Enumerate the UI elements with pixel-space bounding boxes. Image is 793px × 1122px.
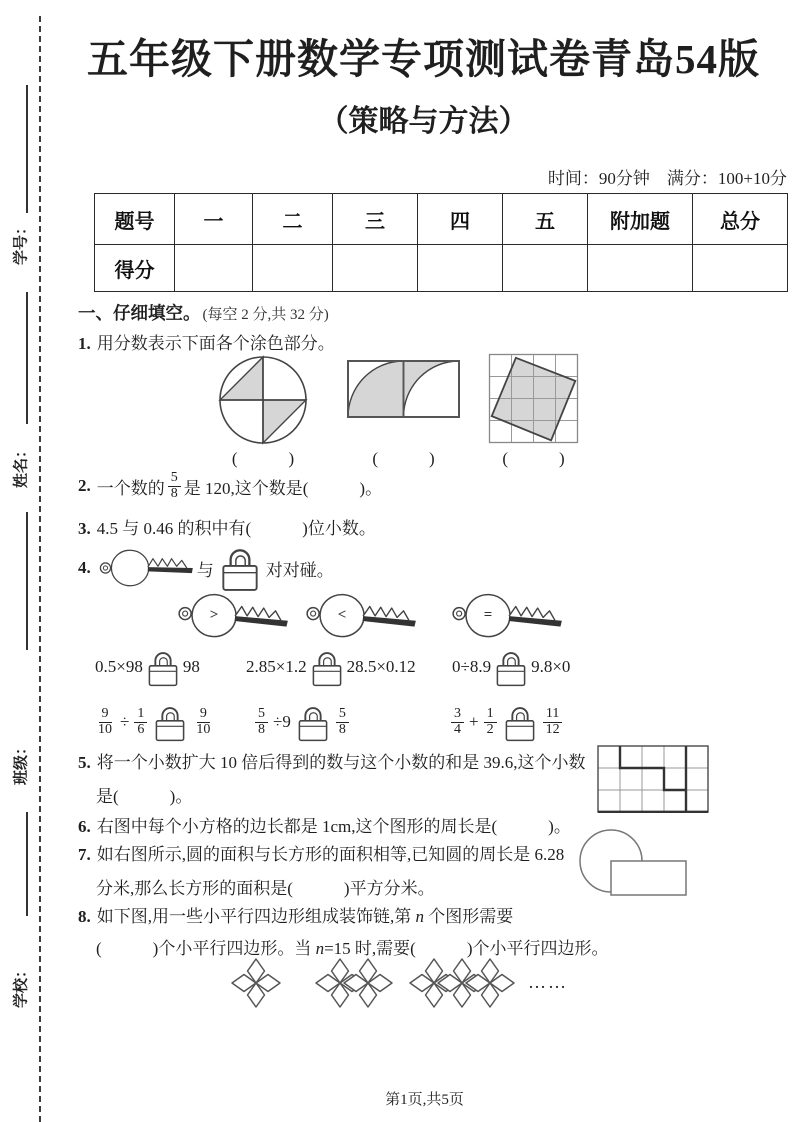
fraction: $\frac{1}{2}$ [484,707,497,737]
circle-fraction-figure [217,354,309,446]
sidebar-label-school: 学校： [13,963,30,1009]
variable-n: n [315,939,325,958]
binding-dashed-line [39,16,41,1122]
school-fill-line [26,812,28,916]
score-table [94,193,788,292]
comparison-item: $\frac{5}{8}$ ÷9 $\frac{5}{8}$ [252,692,352,752]
name-fill-line [26,292,28,424]
score-table-header: 三 [333,194,418,245]
lock-icon [218,543,262,593]
question-3-text: 4.5 与 0.46 的积中有( )位小数。 [96,519,376,538]
question-7-number: 7. [78,845,91,864]
question-6 [78,812,571,837]
question-2-number: 2. [78,476,91,495]
question-8-line2: ( )个小平行四边形。当 n=15 时,需要( )个小平行四边形。 [96,939,609,958]
score-cell [503,245,588,292]
fraction: $\frac{1}{6}$ [134,707,147,737]
key-symbol: > [209,607,219,623]
rectangle-arcs-figure [347,360,460,418]
key-greater-icon [175,590,293,644]
score-cell [693,245,788,292]
score-cell [588,245,693,292]
page-title: 五年级下册数学专项测试卷青岛54版 [87,36,760,82]
flower-chain-figure-2 [312,955,396,1011]
score-cell [333,245,418,292]
student-id-fill-line [26,85,28,213]
lock-icon [296,702,330,743]
question-1-blank: ( ) [502,449,565,468]
score-row-label: 得分 [95,245,175,292]
section-1-heading [78,300,329,325]
question-3-number: 3. [78,519,91,538]
question-5-line1: 将一个小数扩大 10 倍后得到的数与这个小数的和是 39.6,这个小数 [96,753,586,772]
lock-icon [494,647,528,688]
question-5-line2: 是( )。 [96,787,193,806]
exam-info: 时间：90分钟 满分：100+10分 [547,169,787,188]
score-cell [418,245,503,292]
question-2 [78,466,382,506]
ellipsis: …… [528,972,568,992]
question-4 [78,542,334,594]
key-symbol: < [337,607,347,623]
question-1-text: 用分数表示下面各个涂色部分。 [96,334,335,353]
comparison-item: 2.85×1.2 28.5×0.12 [246,642,416,692]
score-table-header: 五 [503,194,588,245]
question-1-number: 1. [78,334,91,353]
question-5-number: 5. [78,753,91,772]
question-1-blank: ( ) [231,449,295,468]
score-table-header: 题号 [95,194,175,245]
question-5 [78,748,586,773]
score-cell [175,245,253,292]
lock-icon [310,647,344,688]
key-less-icon [303,590,421,644]
page-footer: 第1页,共5页 [385,1092,464,1108]
question-2-text-post: 是 120,这个数是( )。 [183,478,383,498]
sidebar-label-student-id: 学号： [13,220,30,266]
question-3 [78,514,376,539]
score-table-header: 附加题 [588,194,693,245]
fraction: $\frac{9}{10}$ [98,705,112,737]
page-subtitle: （策略与方法） [318,105,529,138]
question-4-text-post: 对对碰。 [265,560,334,580]
question-8: 8. 如下图,用一些小平行四边形组成装饰链,第 n 个图形需要 [78,907,514,926]
fraction: $\frac{3}{4}$ [451,707,464,737]
comparison-item: 0.5×98 98 [95,642,200,692]
key-symbol: = [483,607,493,623]
score-table-header: 二 [253,194,333,245]
fraction: $\frac{5}{8}$ [168,471,181,501]
lock-icon [503,702,537,743]
circle-rectangle-figure [578,828,690,900]
question-8-number: 8. [78,907,91,926]
question-1 [78,329,335,354]
score-table-header: 总分 [693,194,788,245]
lock-icon [146,647,180,688]
key-equal-icon [449,590,567,644]
question-2-text-pre: 一个数的 [96,478,165,498]
flower-chain-figure-1 [228,955,284,1011]
fraction: $\frac{9}{10}$ [196,705,211,737]
lock-icon [153,702,187,743]
tilted-square-grid-figure [488,353,579,444]
fraction: $\frac{5}{8}$ [336,707,349,737]
section-1-note: (每空 2 分,共 32 分) [202,307,329,323]
sidebar-label-class: 班级： [13,740,30,786]
question-7 [78,840,564,865]
score-table-header: 一 [175,194,253,245]
question-7-line1: 如右图所示,圆的面积与长方形的面积相等,已知圆的周长是 6.28 [96,845,565,864]
question-1-blank: ( ) [372,449,435,468]
section-1-title: 一、仔细填空。 [78,303,201,323]
question-6-number: 6. [78,817,91,836]
question-6-text: 右图中每个小方格的边长都是 1cm,这个图形的周长是( )。 [96,817,571,836]
question-4-number: 4. [78,558,91,577]
question-7-line2: 分米,那么长方形的面积是( )平方分米。 [96,879,435,898]
fraction: $\frac{5}{8}$ [255,707,268,737]
comparison-item: 0÷8.9 9.8×0 [452,642,570,692]
class-fill-line [26,512,28,650]
flower-chain-figure-3 [406,955,518,1011]
score-cell [253,245,333,292]
fraction: $\frac{11}{12}$ [543,707,563,737]
comparison-item: $\frac{9}{10}$ ÷ $\frac{1}{6}$ $\frac{9}{10}$ [92,692,216,752]
score-table-header: 四 [418,194,503,245]
comparison-item: $\frac{3}{4}$ + $\frac{1}{2}$ $\frac{11}{12}$ [448,692,566,752]
sidebar-label-name: 姓名： [13,443,30,489]
grid-perimeter-figure [597,745,709,813]
question-4-text-mid: 与 [196,560,214,580]
key-icon [97,545,197,591]
variable-n: n [415,907,424,926]
